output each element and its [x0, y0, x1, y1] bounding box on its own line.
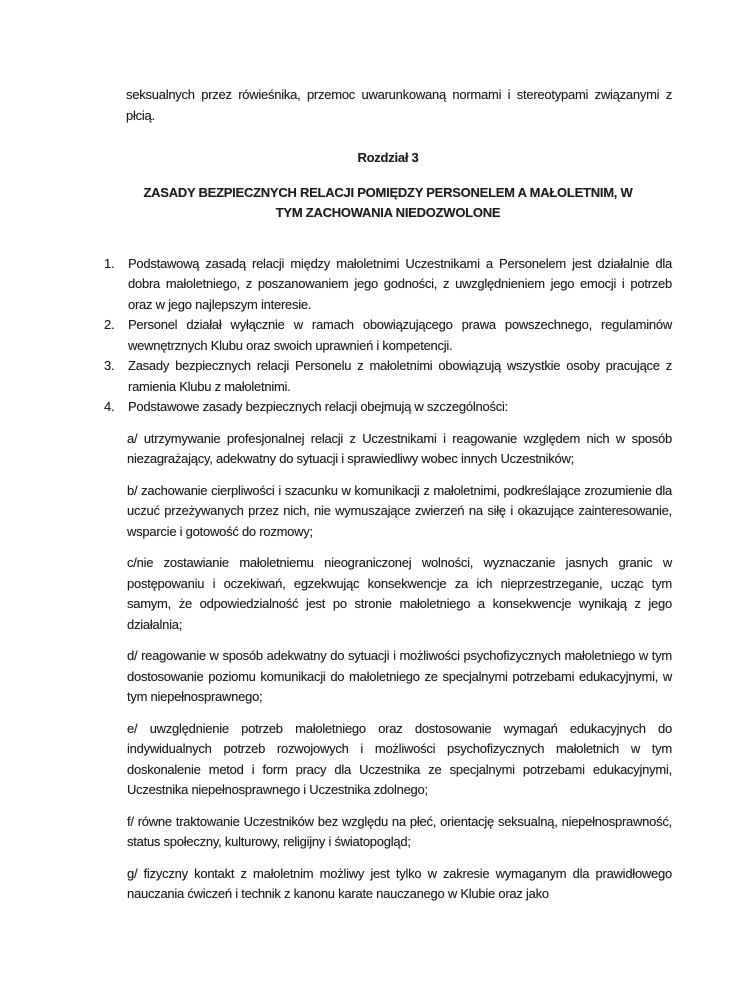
numbered-item-2	[104, 315, 672, 356]
item-text: Zasady bezpiecznych relacji Personelu z małoletnimi obowiązują wszystkie osoby pracujące z ramienia Klubu z małoletnimi.	[128, 358, 672, 394]
item-number: 2.	[104, 317, 115, 332]
document-content	[104, 85, 672, 905]
lettered-item-d: d/ reagowanie w sposób adekwatny do sytuacji i możliwości psychofizycznych małoletniego w tym dostosowanie poziomu komunikacji do małoletniego ze specjalnymi potrzebami edukacyjnymi, w tym niepełnosprawnego;	[127, 648, 672, 704]
numbered-list	[104, 254, 672, 418]
item-text: Personel działał wyłącznie w ramach obowiązującego prawa powszechnego, regulaminów wewnętrznych Klubu oraz swoich uprawnień i kompetencji.	[128, 317, 672, 353]
lettered-item-c: c/nie zostawianie małoletniemu nieograniczonej wolności, wyznaczanie jasnych granic w postępowaniu i oczekiwań, egzekwując konsekwencje za ich nieprzestrzeganie, ucząc tym samym, że odpowiedzialność jest po stronie małoletniego a konsekwencje wynikają z jego działalnia;	[127, 555, 672, 632]
lettered-item-e: e/ uwzględnienie potrzeb małoletniego oraz dostosowanie wymagań edukacyjnych do indywidualnych potrzeb rozwojowych i możliwości psychofizycznych małoletnich w tym doskonalenie metod i form pracy dla Uczestnika ze specjalnymi potrzebami edukacyjnymi, Uczestnika niepełnosprawnego i Uczestnika zdolnego;	[127, 720, 672, 797]
numbered-item-1	[104, 254, 672, 316]
item-number: 4.	[104, 399, 115, 414]
lettered-item-f: f/ równe traktowanie Uczestników bez względu na płeć, orientację seksualną, niepełnosprawność, status społeczny, kulturowy, religijny i światopogląd;	[127, 813, 672, 849]
lettered-sublist	[104, 429, 672, 905]
lettered-item-a: a/ utrzymywanie profesjonalnej relacji z Uczestnikami i reagowanie względem nich w sposób niezagrażający, adekwatny do sytuacji i sprawiedliwy wobec innych Uczestników;	[127, 430, 672, 466]
chapter-label: Rozdział 3	[357, 150, 419, 165]
item-text: Podstawowe zasady bezpiecznych relacji obejmują w szczególności:	[128, 399, 508, 414]
numbered-item-3	[104, 356, 672, 397]
numbered-item-4	[104, 397, 672, 418]
item-text: Podstawową zasadą relacji między małoletnimi Uczestnikami a Personelem jest działalnie dla dobra małoletniego, z poszanowaniem jego godności, z uwzględnieniem jego emocji i potrzeb oraz w jego najlepszym interesie.	[128, 255, 672, 312]
item-number: 3.	[104, 358, 115, 373]
item-number: 1.	[104, 255, 115, 271]
lettered-item-g: g/ fizyczny kontakt z małoletnim możliwy jest tylko w zakresie wymaganym dla prawidłowego nauczania ćwiczeń i technik z kanonu karate nauczanego w Klubie oraz jako	[127, 865, 672, 901]
chapter-title: ZASADY BEZPIECZNYCH RELACJI POMIĘDZY PERSONELEM A MAŁOLETNIM, W TYM ZACHOWANIA NIEDOZWOLONE	[143, 184, 633, 220]
lettered-item-b: b/ zachowanie cierpliwości i szacunku w komunikacji z małoletnimi, podkreślające zrozumienie dla uczuć przeżywanych przez nich, nie wymuszające zwierzeń na siłę i okazujące zainteresowanie, wsparcie i gotowość do rozmowy;	[127, 482, 672, 539]
intro-paragraph: seksualnych przez rówieśnika, przemoc uwarunkowaną normami i stereotypami związanymi z płcią.	[126, 87, 672, 123]
